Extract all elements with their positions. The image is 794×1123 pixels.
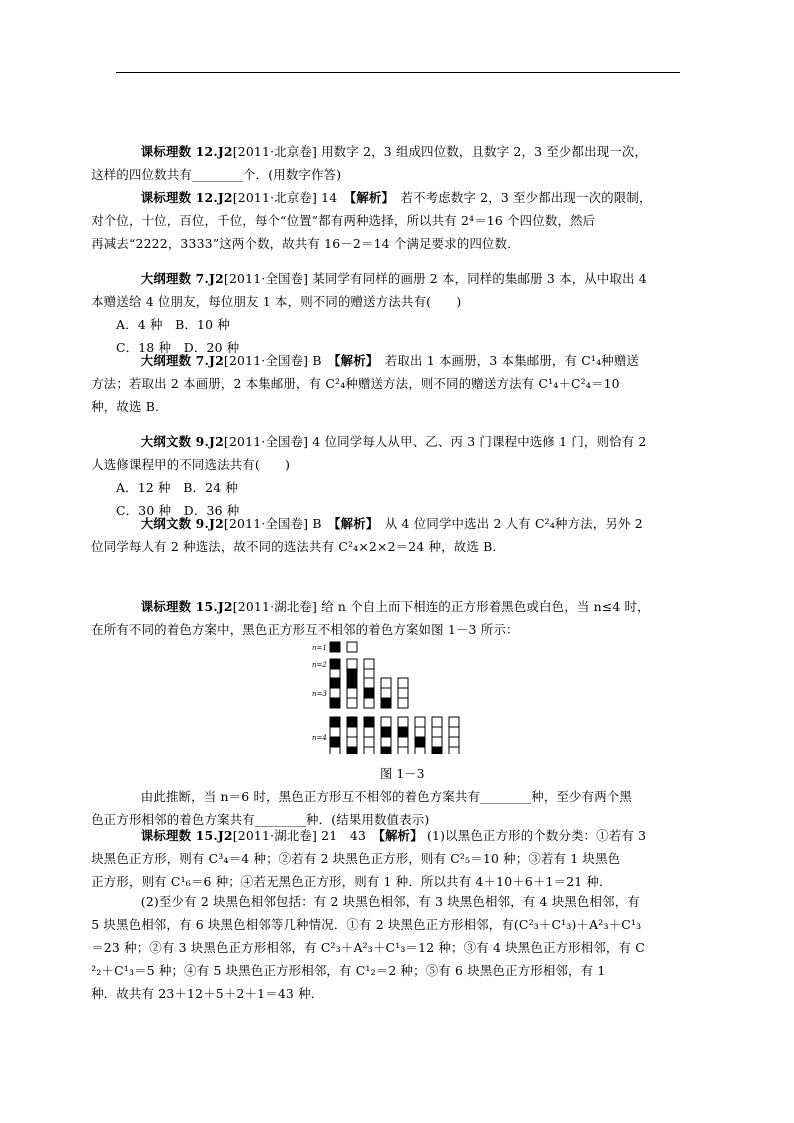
white-square: [398, 688, 408, 698]
q1-answer-line1: 若不考虑数字 2，3 至少都出现一次的限制，: [387, 190, 652, 205]
black-square: [364, 717, 374, 727]
figure-label-n4: n=4: [312, 734, 327, 742]
q3-problem-tag: 大纲文数 9.J2: [140, 434, 224, 449]
q2-problem-source: [2011·全国卷]: [223, 271, 309, 286]
white-square: [432, 737, 442, 747]
black-square: [330, 659, 340, 669]
q4-answer2-line2: 5 块黑色相邻，有 6 块黑色相邻等几种情况．①有 2 块黑色正方形相邻，有(C²₃＋C¹₃)＋A²₃＋C¹₃: [91, 917, 642, 932]
black-square: [381, 727, 391, 737]
q2-options-line1: A．4 种 B．10 种: [116, 317, 230, 332]
white-square: [347, 698, 357, 708]
white-square: [381, 737, 391, 747]
black-square: [381, 698, 391, 708]
q3-problem-line1: 4 位同学每人从甲、乙、丙 3 门课程中选修 1 门，则恰有 2: [308, 434, 647, 449]
q4-answer2-line1: (2)至少有 2 块黑色相邻包括：有 2 块黑色相邻，有 3 块黑色相邻，有 4 块黑色相邻，有: [140, 894, 640, 909]
q2-problem: [91, 267, 684, 359]
white-square: [364, 747, 374, 754]
black-square: [330, 698, 340, 708]
white-square: [398, 747, 408, 754]
figure-caption: 图 1－3: [380, 766, 425, 781]
q2-answer-head: 【解析】: [321, 353, 373, 368]
black-square: [398, 727, 408, 737]
q4-answer: [91, 824, 684, 893]
q4-answer2-line3: ＝23 种；②有 3 块黑色正方形相邻，有 C²₃＋A²₃＋C¹₃＝12 种；③有 4 块黑色正方形相邻，有 C: [91, 940, 645, 955]
white-square: [381, 678, 391, 688]
white-square: [364, 737, 374, 747]
white-square: [364, 659, 374, 669]
q2-answer: [91, 349, 684, 418]
q1-answer-head: 【解析】: [337, 190, 388, 205]
white-square: [347, 642, 357, 652]
q4-answer-line2: 块黑色正方形，则有 C³₄＝4 种；②若有 2 块黑色正方形，则有 C²₅＝10 种；③若有 1 块黑色: [91, 851, 621, 866]
q4-answer-line3: 正方形，则有 C¹₆＝6 种；④若无黑色正方形，则有 1 种．所以共有 4＋10＋6＋1＝21 种．: [91, 874, 612, 889]
q3-options-line1: A．12 种 B．24 种: [116, 480, 239, 495]
white-square: [432, 727, 442, 737]
white-square: [449, 727, 459, 737]
q1-problem: [91, 140, 684, 186]
white-square: [330, 727, 340, 737]
q3-answer-head: 【解析】: [321, 516, 373, 531]
white-square: [347, 727, 357, 737]
black-square: [330, 717, 340, 727]
q4-answer-part2: [91, 890, 684, 1005]
white-square: [432, 717, 442, 727]
q2-problem-tag: 大纲理数 7.J2: [140, 271, 224, 286]
black-square: [347, 678, 357, 688]
q2-answer-tag: 大纲理数 7.J2: [140, 353, 224, 368]
q4-problem-tag: 课标理数 15.J2: [140, 599, 233, 614]
q1-problem-tag: 课标理数 12.J2: [140, 144, 233, 159]
figure-label-n1: n=1: [312, 644, 327, 652]
white-square: [398, 717, 408, 727]
white-square: [364, 678, 374, 688]
white-square: [449, 737, 459, 747]
black-square: [330, 737, 340, 747]
black-square: [347, 717, 357, 727]
white-square: [449, 747, 459, 754]
q2-options-line2: C．18 种 D．20 种: [116, 340, 240, 355]
q3-answer-source: [2011·全国卷] B: [223, 516, 322, 531]
q1-answer-tag: 课标理数 12.J2: [140, 190, 233, 205]
q2-answer-line3: 种，故选 B.: [91, 399, 160, 414]
white-square: [449, 717, 459, 727]
q3-problem-line2: 人选修课程甲的不同选法共有( ): [91, 457, 291, 472]
white-square: [415, 747, 425, 754]
black-square: [347, 747, 357, 754]
white-square: [398, 678, 408, 688]
white-square: [415, 727, 425, 737]
q4-answer-line1: (1)以黑色正方形的个数分类：①若有 3: [422, 828, 647, 843]
q1-problem-line2: 这样的四位数共有________个．(用数字作答): [91, 167, 342, 182]
white-square: [381, 717, 391, 727]
white-square: [398, 698, 408, 708]
q3-problem: [91, 430, 684, 522]
white-square: [330, 747, 340, 754]
white-square: [415, 717, 425, 727]
white-square: [381, 688, 391, 698]
q4-problem-line1: 给 n 个自上而下相连的正方形着黑色或白色，当 n≤4 时，: [317, 599, 650, 614]
q1-answer-source: [2011·北京卷] 14: [232, 190, 338, 205]
white-square: [364, 698, 374, 708]
q4-answer2-line4: ²₂＋C¹₃＝5 种；④有 5 块黑色正方形相邻，有 C¹₂＝2 种；⑤有 6 块黑色正方形相邻，有 1: [91, 963, 606, 978]
black-square: [330, 642, 340, 652]
q2-problem-line1: 某同学有同样的画册 2 本，同样的集邮册 3 本，从中取出 4: [308, 271, 647, 286]
white-square: [347, 737, 357, 747]
figure-label-n3: n=3: [312, 690, 327, 698]
white-square: [347, 659, 357, 669]
q4-answer-tag: 课标理数 15.J2: [140, 828, 233, 843]
black-square: [364, 688, 374, 698]
figure-1-3: [312, 640, 472, 754]
white-square: [347, 688, 357, 698]
q4-answer-head: 【解析】: [366, 828, 423, 843]
q4-continuation-line2: 色正方形相邻的着色方案共有________种．(结果用数值表示): [91, 812, 430, 827]
q3-answer-line1: 从 4 位同学中选出 2 人有 C²₄种方法，另外 2: [372, 516, 643, 531]
figure-label-n2: n=2: [312, 661, 327, 669]
white-square: [330, 688, 340, 698]
q1-problem-line1: 用数字 2，3 组成四位数，且数字 2，3 至少都出现一次，: [317, 144, 648, 159]
coloring-squares: [330, 642, 459, 754]
q1-problem-source: [2011·北京卷]: [232, 144, 318, 159]
q4-continuation-line1: 由此推断，当 n＝6 时，黑色正方形互不相邻的着色方案共有________种，至少有两个黑: [140, 789, 632, 804]
q3-problem-source: [2011·全国卷]: [223, 434, 309, 449]
q4-answer2-line5: 种．故共有 23＋12＋5＋2＋1＝43 种．: [91, 986, 324, 1001]
q3-options-line2: C．30 种 D．36 种: [116, 503, 240, 518]
black-square: [432, 747, 442, 754]
black-square: [381, 747, 391, 754]
q2-answer-source: [2011·全国卷] B: [223, 353, 322, 368]
q4-problem-line2: 在所有不同的着色方案中，黑色正方形互不相邻的着色方案如图 1－3 所示：: [91, 622, 519, 637]
q4-answer-source: [2011·湖北卷] 21 43: [232, 828, 367, 843]
q1-answer-line3: 再减去“2222，3333”这两个数，故共有 16－2＝14 个满足要求的四位数．: [91, 236, 520, 251]
q4-problem: [91, 595, 684, 641]
q3-answer: [91, 512, 684, 558]
black-square: [330, 678, 340, 688]
white-square: [364, 727, 374, 737]
q1-answer-line2: 对个位，十位，百位，千位，每个“位置”都有两种选择，所以共有 2⁴＝16 个四位数，然后: [91, 213, 596, 228]
black-square: [415, 737, 425, 747]
q1-answer: [91, 186, 684, 255]
q3-answer-tag: 大纲文数 9.J2: [140, 516, 224, 531]
q2-problem-line2: 本赠送给 4 位朋友，每位朋友 1 本，则不同的赠送方法共有( ): [91, 294, 462, 309]
q4-problem-source: [2011·湖北卷]: [232, 599, 318, 614]
header-rule: [116, 72, 680, 73]
white-square: [398, 737, 408, 747]
q2-answer-line2: 方法；若取出 2 本画册，2 本集邮册，有 C²₄种赠送方法，则不同的赠送方法有 C¹₄＋C²₄＝10: [91, 376, 620, 391]
q2-answer-line1: 若取出 1 本画册，3 本集邮册，有 C¹₄种赠送: [372, 353, 640, 368]
q3-answer-line2: 位同学每人有 2 种选法，故不同的选法共有 C²₄×2×2＝24 种，故选 B.: [91, 539, 497, 554]
